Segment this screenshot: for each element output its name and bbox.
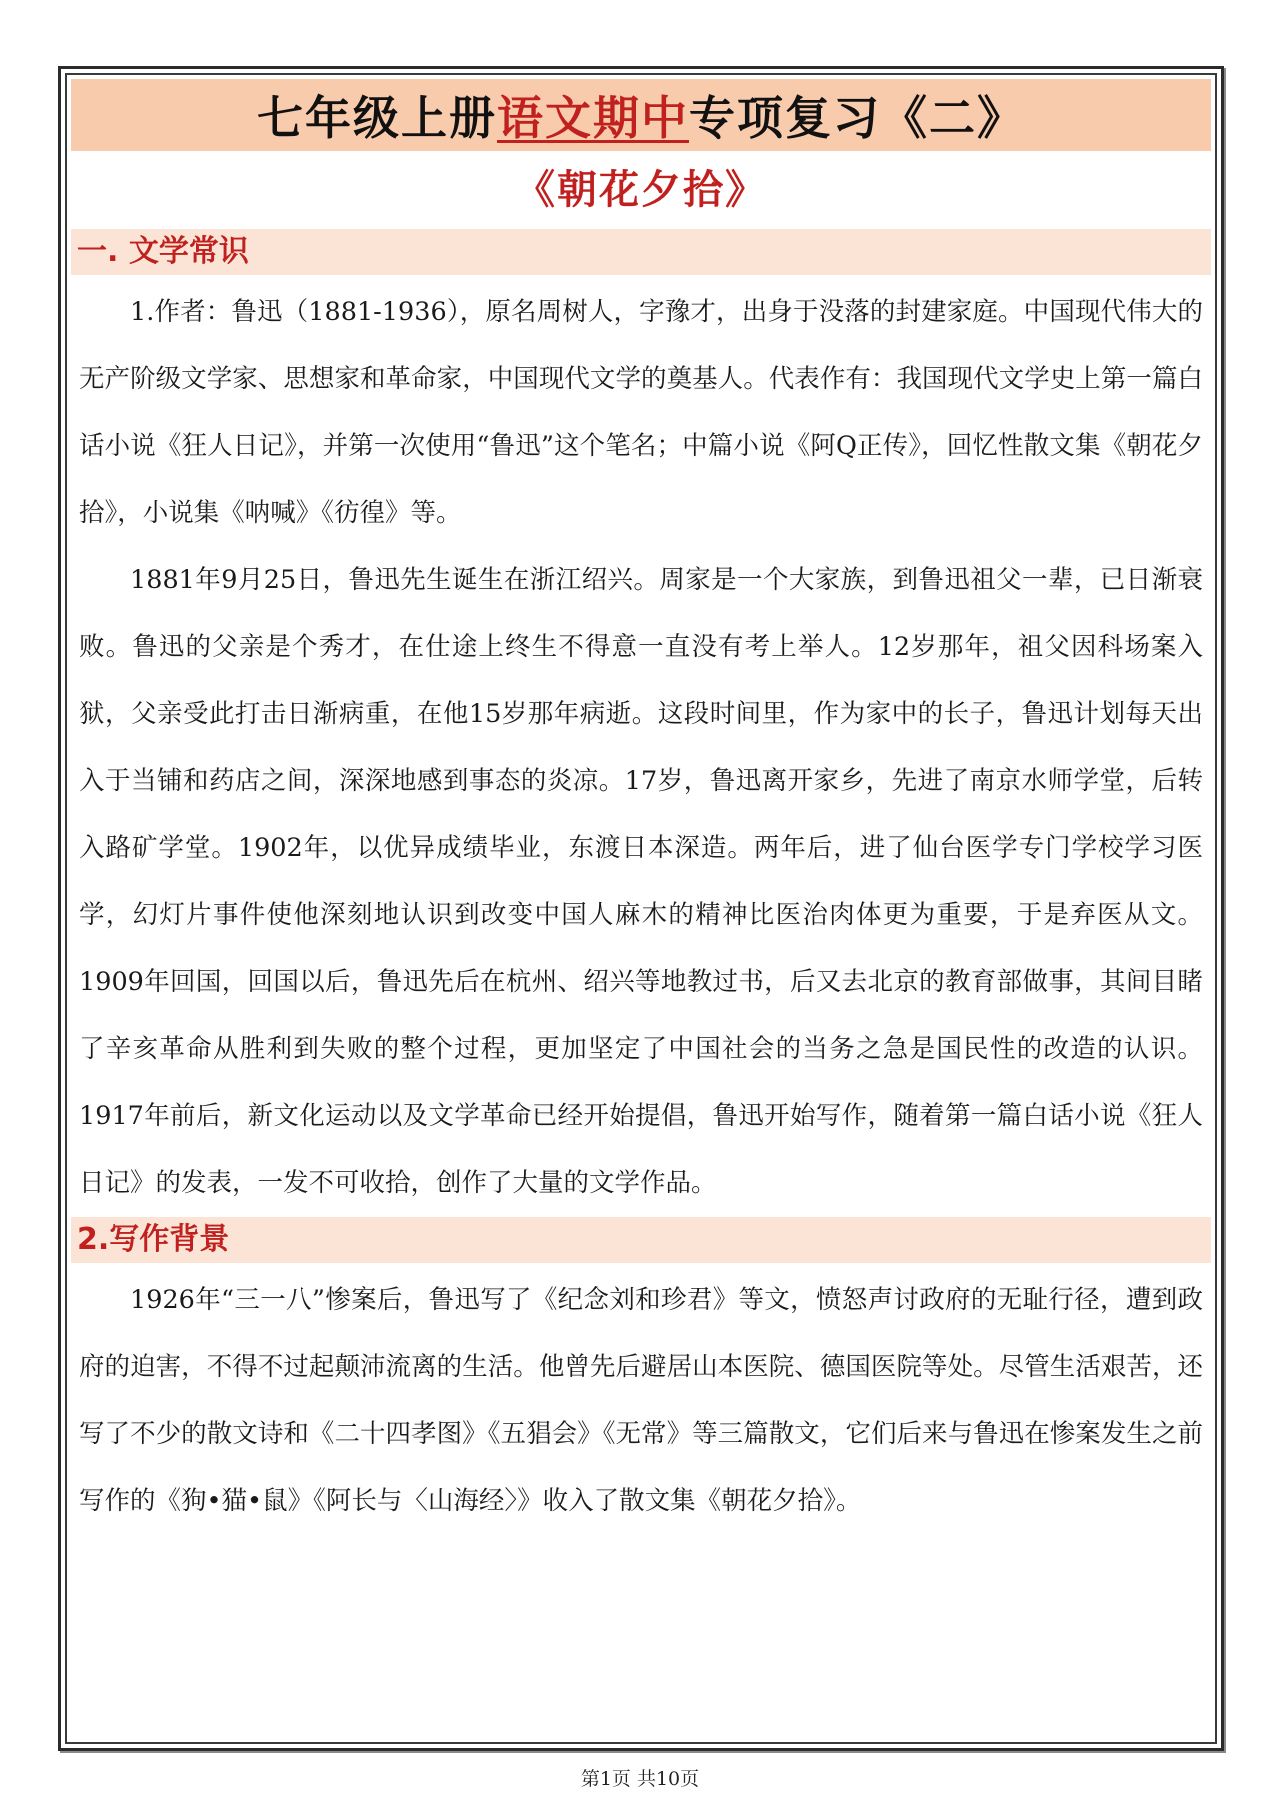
page-content [71, 79, 1211, 1738]
page-number-footer: 第1页 共10页 [580, 1768, 700, 1790]
paragraph-author-biography: 1881年9月25日，鲁迅先生诞生在浙江绍兴。周家是一个大家族，到鲁迅祖父一辈，已日渐衰败。鲁迅的父亲是个秀才，在仕途上终生不得意一直没有考上举人。12岁那年，祖父因科场案入狱，父亲受此打击日渐病重，在他15岁那年病逝。这段时间里，作为家中的长子，鲁迅计划每天出入于当铺和药店之间，深深地感到事态的炎凉。17岁，鲁迅离开家乡，先进了南京水师学堂，后转入路矿学堂。1902年，以优异成绩毕业，东渡日本深造。两年后，进了仙台医学专门学校学习医学，幻灯片事件使他深刻地认识到改变中国人麻木的精神比医治肉体更为重要，于是弃医从文。1909年回国，回国以后，鲁迅先后在杭州、绍兴等地教过书，后又去北京的教育部做事，其间目睹了辛亥革命从胜利到失败的整个过程，更加坚定了中国社会的当务之急是国民性的改造的认识。1917年前后，新文化运动以及文学革命已经开始提倡，鲁迅开始写作，随着第一篇白话小说《狂人日记》的发表，一发不可收拾，创作了大量的文学作品。 [79, 565, 1203, 1198]
title-suffix: 专项复习《二》 [689, 91, 1025, 145]
paragraph-writing-background: 1926年“三一八”惨案后，鲁迅写了《纪念刘和珍君》等文，愤怒声讨政府的无耻行径，遭到政府的迫害，不得不过起颠沛流离的生活。他曾先后避居山本医院、德国医院等处。尽管生活艰苦，还写了不少的散文诗和《二十四孝图》《五猖会》《无常》等三篇散文，它们后来与鲁迅在惨案发生之前写作的《狗•猫•鼠》《阿长与〈山海经〉》收入了散文集《朝花夕拾》。 [79, 1285, 1203, 1516]
book-subtitle: 《朝花夕拾》 [515, 167, 767, 213]
title-prefix: 七年级上册 [257, 91, 497, 145]
section-heading-writing-background: 2.写作背景 [71, 1217, 1211, 1263]
section-heading-literary-knowledge: 一. 文学常识 [71, 229, 1211, 275]
paragraph-author-intro: 1.作者：鲁迅（1881-1936），原名周树人，字豫才，出身于没落的封建家庭。中国现代伟大的无产阶级文学家、思想家和革命家，中国现代文学的奠基人。代表作有：我国现代文学史上第一篇白话小说《狂人日记》，并第一次使用“鲁迅”这个笔名；中篇小说《阿Q正传》，回忆性散文集《朝花夕拾》，小说集《呐喊》《彷徨》等。 [79, 297, 1203, 528]
title-highlight: 语文期中 [497, 91, 689, 145]
page-title [257, 82, 1025, 148]
title-band [71, 79, 1211, 151]
document-page [58, 66, 1224, 1751]
